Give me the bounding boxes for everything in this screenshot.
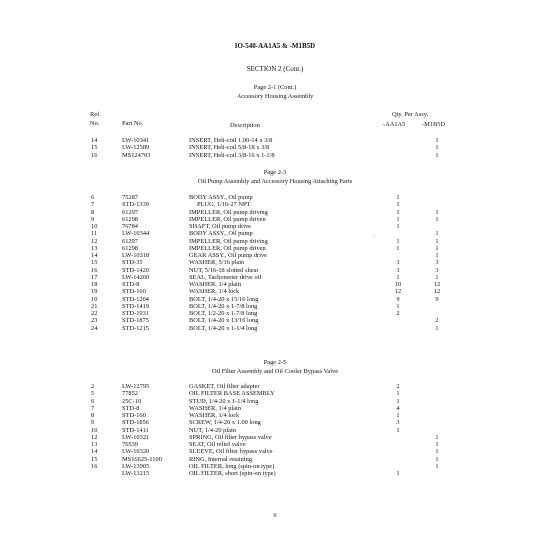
table-row: [0, 259, 550, 266]
cell-ref-no: 16: [91, 266, 98, 274]
cell-description: BODY ASSY., Oil pump: [189, 194, 253, 201]
cell-ref-no: 12: [91, 433, 98, 441]
col-ref-no-label: No.: [90, 120, 100, 127]
cell-part-no: STD-8: [122, 404, 140, 412]
cell-ref-no: 6: [91, 194, 95, 201]
cell-qty-aa1a5: 1: [396, 273, 400, 281]
cell-qty-m1b5d: 1: [435, 273, 439, 281]
table-row: [0, 463, 550, 470]
cell-qty-aa1a5: 1: [396, 215, 400, 223]
table-row: [0, 216, 550, 223]
table-row: [0, 194, 550, 201]
cell-description: WASHER, 1/4 plain: [189, 404, 242, 412]
cell-part-no: MS16625-1100: [122, 455, 162, 463]
table-row: [0, 317, 550, 324]
cell-qty-aa1a5: 1: [396, 208, 400, 216]
table-row: [0, 390, 550, 397]
cell-description: BOLT, 1/4-20 x 13/16 long: [189, 317, 259, 325]
cell-qty-m1b5d: 1: [435, 244, 439, 252]
cell-ref-no: 16: [91, 151, 98, 159]
cell-ref-no: 8: [91, 208, 95, 216]
cell-part-no: STD-1875: [122, 317, 149, 325]
cell-description: IMPELLER, Oil pump driving: [189, 237, 268, 245]
cell-part-no: STD-1339: [122, 201, 149, 209]
cell-ref-no: 18: [91, 281, 98, 288]
cell-qty-aa1a5: 1: [396, 302, 400, 310]
cell-ref-no: 15: [91, 259, 98, 267]
cell-ref-no: 16: [91, 462, 98, 470]
cell-part-no: STD-1411: [122, 426, 149, 434]
cell-part-no: LW-10341: [122, 137, 150, 144]
table-row: [0, 288, 550, 295]
cell-ref-no: 6: [91, 397, 95, 405]
cell-part-no: STD-1856: [122, 419, 149, 427]
table-row: [0, 274, 550, 281]
table-row: [0, 201, 550, 208]
cell-description: IMPELLER, Oil pump driven: [189, 215, 266, 223]
cell-qty-aa1a5: 10: [394, 281, 402, 288]
cell-description: BOLT, 1/4-20 x 1-1/4 long: [189, 324, 258, 332]
table-row: [0, 245, 550, 252]
cell-ref-no: 10: [91, 295, 98, 303]
cell-qty-aa1a5: 3: [396, 259, 400, 267]
cell-qty-m1b5d: 1: [435, 433, 439, 441]
col-part-no-label: Part No.: [122, 120, 144, 127]
cell-qty-aa1a5: 1: [396, 397, 400, 405]
table-row: [0, 152, 550, 159]
table-row: [0, 470, 550, 477]
table-row: [0, 398, 550, 405]
cell-part-no: STD-1420: [122, 266, 149, 274]
cell-ref-no: 13: [91, 244, 98, 252]
col-ref-label: Ref.: [90, 111, 101, 118]
section-title: Oil Pump Assembly and Accessory Housing Attaching Parts: [197, 178, 353, 185]
cell-description: OIL FILTER, long (spin-on type): [189, 462, 275, 470]
table-row: [0, 296, 550, 303]
col-qty-label: Qty. Per Assy.: [392, 111, 429, 118]
cell-description: OIL FILTER BASE ASSEMBLY: [189, 390, 275, 398]
document-title: IO-540-AA1A5 & -M1B5D: [234, 42, 316, 50]
cell-description: SCREW, 1/4-20 x 1.00 long: [189, 419, 261, 427]
cell-qty-m1b5d: 1: [435, 215, 439, 223]
cell-part-no: STD-1419: [122, 302, 149, 310]
cell-part-no: 25C-10: [122, 397, 142, 405]
cell-ref-no: 5: [91, 390, 95, 398]
cell-description: WASHER, 5/16 plain: [189, 259, 245, 267]
cell-qty-m1b5d: 12: [433, 281, 441, 288]
cell-part-no: 76784: [122, 223, 138, 230]
section-heading: SECTION 2 (Cont.): [246, 65, 304, 73]
table-row: [0, 427, 550, 434]
cell-part-no: 61298: [122, 244, 138, 252]
cell-ref-no: 7: [91, 201, 95, 209]
cell-description: IMPELLER, Oil pump driven: [189, 244, 266, 252]
cell-part-no: 61298: [122, 215, 138, 223]
cell-qty-aa1a5: 1: [396, 426, 400, 434]
cell-qty-m1b5d: 1: [435, 252, 439, 259]
table-row: [0, 238, 550, 245]
cell-qty-m1b5d: 1: [435, 448, 439, 456]
table-row: [0, 412, 550, 419]
cell-description: RING, Internal retaining: [189, 455, 252, 463]
cell-part-no: STD-8: [122, 281, 140, 288]
cell-description: INSERT, Heli-coil 3/8-16 x 1-1/8: [189, 151, 275, 159]
cell-qty-m1b5d: 1: [435, 144, 439, 152]
cell-ref-no: 14: [91, 137, 98, 144]
table-row: [0, 434, 550, 441]
cell-part-no: LW-10344: [122, 230, 150, 238]
cell-qty-m1b5d: 1: [435, 208, 439, 216]
section-page-ref: Page 2-5: [263, 359, 287, 366]
cell-part-no: LW-13905: [122, 462, 150, 470]
cell-qty-m1b5d: 3: [435, 259, 439, 267]
cell-ref-no: 8: [91, 412, 95, 419]
cell-qty-aa1a5: 1: [396, 223, 400, 230]
cell-ref-no: 19: [91, 288, 98, 296]
col-qty-a-label: -AA1A5: [383, 121, 406, 128]
cell-qty-m1b5d: 1: [435, 230, 439, 238]
stray-mark: ·: [373, 234, 375, 240]
cell-qty-aa1a5: 1: [396, 201, 400, 209]
table-row: [0, 230, 550, 237]
cell-qty-aa1a5: 1: [396, 237, 400, 245]
cell-qty-m1b5d: 2: [435, 317, 439, 325]
cell-description: SEAL, Tachometer drive oil: [189, 273, 262, 281]
cell-qty-m1b5d: 9: [435, 295, 439, 303]
cell-qty-aa1a5: 2: [396, 310, 400, 317]
cell-qty-m1b5d: 1: [435, 137, 439, 144]
cell-qty-aa1a5: 12: [394, 288, 402, 296]
cell-qty-m1b5d: 12: [433, 288, 441, 296]
cell-description: WASHER, 1/4 lock: [189, 412, 240, 419]
cell-qty-aa1a5: 2: [396, 383, 400, 390]
cell-description: BOLT, 1/4-20 x 1-7/8 long: [189, 302, 258, 310]
cell-ref-no: 7: [91, 404, 95, 412]
table-row: [0, 209, 550, 216]
cell-qty-aa1a5: 1: [396, 390, 400, 398]
cell-part-no: STD-1215: [122, 324, 149, 332]
cell-ref-no: 2: [91, 383, 95, 390]
cell-description: NUT, 1/4-20 plain: [189, 426, 236, 434]
cell-part-no: STD-35: [122, 259, 143, 267]
cell-description: SPRING, Oil filter bypass valve: [189, 433, 272, 441]
cell-part-no: LW-10321: [122, 433, 150, 441]
cell-description: INSERT, Heli-coil 5/8-18 x 3/8: [189, 144, 270, 152]
cell-part-no: STD-1931: [122, 310, 149, 317]
table-row: [0, 441, 550, 448]
cell-description: BOLT, 1/2-20 x 1-7/8 long: [189, 310, 258, 317]
cell-description: INSERT, Heli-coil 1.00-14 x 3/8: [189, 137, 273, 144]
cell-ref-no: 9: [91, 419, 95, 427]
cell-ref-no: 10: [91, 426, 98, 434]
cell-part-no: STD-160: [122, 288, 146, 296]
cell-qty-m1b5d: 1: [435, 441, 439, 448]
cell-part-no: LW-10320: [122, 448, 150, 456]
cell-description: GASKET, Oil filter adapter: [189, 383, 260, 390]
cell-ref-no: 13: [91, 441, 98, 448]
cell-ref-no: 14: [91, 252, 98, 259]
cell-part-no: 76539: [122, 441, 138, 448]
cell-description: SEAT, Oil relief valve: [189, 441, 246, 448]
cell-part-no: MS124703: [122, 151, 151, 159]
table-row: [0, 252, 550, 259]
cell-qty-aa1a5: 1: [396, 194, 400, 201]
cell-qty-m1b5d: 1: [435, 455, 439, 463]
cell-qty-m1b5d: 1: [435, 324, 439, 332]
cell-ref-no: 9: [91, 215, 95, 223]
table-row: [0, 303, 550, 310]
col-description-label: Description: [230, 122, 260, 129]
cell-description: BOLT, 1/4-20 x 15/16 long: [189, 295, 259, 303]
cell-qty-aa1a5: 1: [396, 412, 400, 419]
cell-part-no: LW-10318: [122, 252, 150, 259]
cell-description: BODY ASSY., Oil pump: [189, 230, 253, 238]
cell-description: WASHER, 1/4 lock: [189, 288, 240, 296]
section-title: Accessory Housing Assembly: [236, 93, 314, 100]
cell-description: SHAFT, Oil pump drive: [189, 223, 252, 230]
cell-part-no: 61297: [122, 208, 138, 216]
section-page-ref: Page 2-3: [263, 169, 287, 176]
cell-part-no: 75287: [122, 194, 138, 201]
cell-description: SLEEVE, Oil filter bypass valve: [189, 448, 273, 456]
cell-ref-no: 15: [91, 144, 98, 152]
cell-qty-aa1a5: 3: [396, 419, 400, 427]
cell-ref-no: 23: [91, 317, 98, 325]
cell-part-no: STD-1204: [122, 295, 149, 303]
table-row: [0, 137, 550, 144]
cell-ref-no: 24: [91, 324, 98, 332]
cell-part-no: STD-160: [122, 412, 146, 419]
cell-ref-no: 21: [91, 302, 98, 310]
table-row: [0, 383, 550, 390]
table-row: [0, 281, 550, 288]
cell-qty-aa1a5: 1: [396, 470, 400, 477]
table-row: [0, 310, 550, 317]
cell-description: GEAR ASSY., Oil pump drive: [189, 252, 267, 259]
table-row: [0, 223, 550, 230]
table-row: [0, 448, 550, 455]
cell-ref-no: 17: [91, 273, 98, 281]
cell-part-no: LW-12795: [122, 383, 150, 390]
cell-qty-aa1a5: 3: [396, 266, 400, 274]
col-qty-b-label: -M1B5D: [422, 121, 446, 128]
cell-qty-aa1a5: 4: [396, 404, 400, 412]
table-row: [0, 144, 550, 151]
cell-description: WASHER, 1/4 plain: [189, 281, 242, 288]
cell-qty-aa1a5: 9: [396, 295, 400, 303]
table-row: [0, 419, 550, 426]
section-page-ref: Page 2-1 (Cont.): [253, 84, 297, 91]
cell-qty-m1b5d: 3: [435, 266, 439, 274]
table-row: [0, 267, 550, 274]
table-row: [0, 405, 550, 412]
cell-description: PLUG, 1/16-27 NPT: [197, 201, 251, 209]
cell-ref-no: 14: [91, 448, 98, 456]
cell-description: OIL FILTER, short (spin-on type): [189, 470, 276, 477]
cell-ref-no: 10: [91, 223, 98, 230]
cell-ref-no: 12: [91, 237, 98, 245]
cell-part-no: LW-12589: [122, 144, 150, 152]
table-row: [0, 325, 550, 332]
cell-qty-m1b5d: 1: [435, 462, 439, 470]
cell-part-no: LW-13215: [122, 470, 150, 477]
cell-qty-m1b5d: 1: [435, 237, 439, 245]
section-title: Oil Filter Assembly and Oil Cooler Bypass Valve: [211, 368, 339, 375]
cell-part-no: LW-14260: [122, 273, 150, 281]
cell-description: STUD, 1/4-20 x 1-1/4 long: [189, 397, 259, 405]
cell-qty-aa1a5: 1: [396, 244, 400, 252]
cell-description: NUT, 5/16-18 slotted shear: [189, 266, 259, 274]
cell-part-no: 77852: [122, 390, 138, 398]
cell-part-no: 61297: [122, 237, 138, 245]
table-row: [0, 456, 550, 463]
page-number: 6: [273, 512, 277, 519]
cell-ref-no: 15: [91, 455, 98, 463]
cell-ref-no: 22: [91, 310, 98, 317]
cell-description: IMPELLER, Oil pump driving: [189, 208, 268, 216]
cell-ref-no: 11: [91, 230, 98, 238]
cell-qty-m1b5d: 1: [435, 151, 439, 159]
